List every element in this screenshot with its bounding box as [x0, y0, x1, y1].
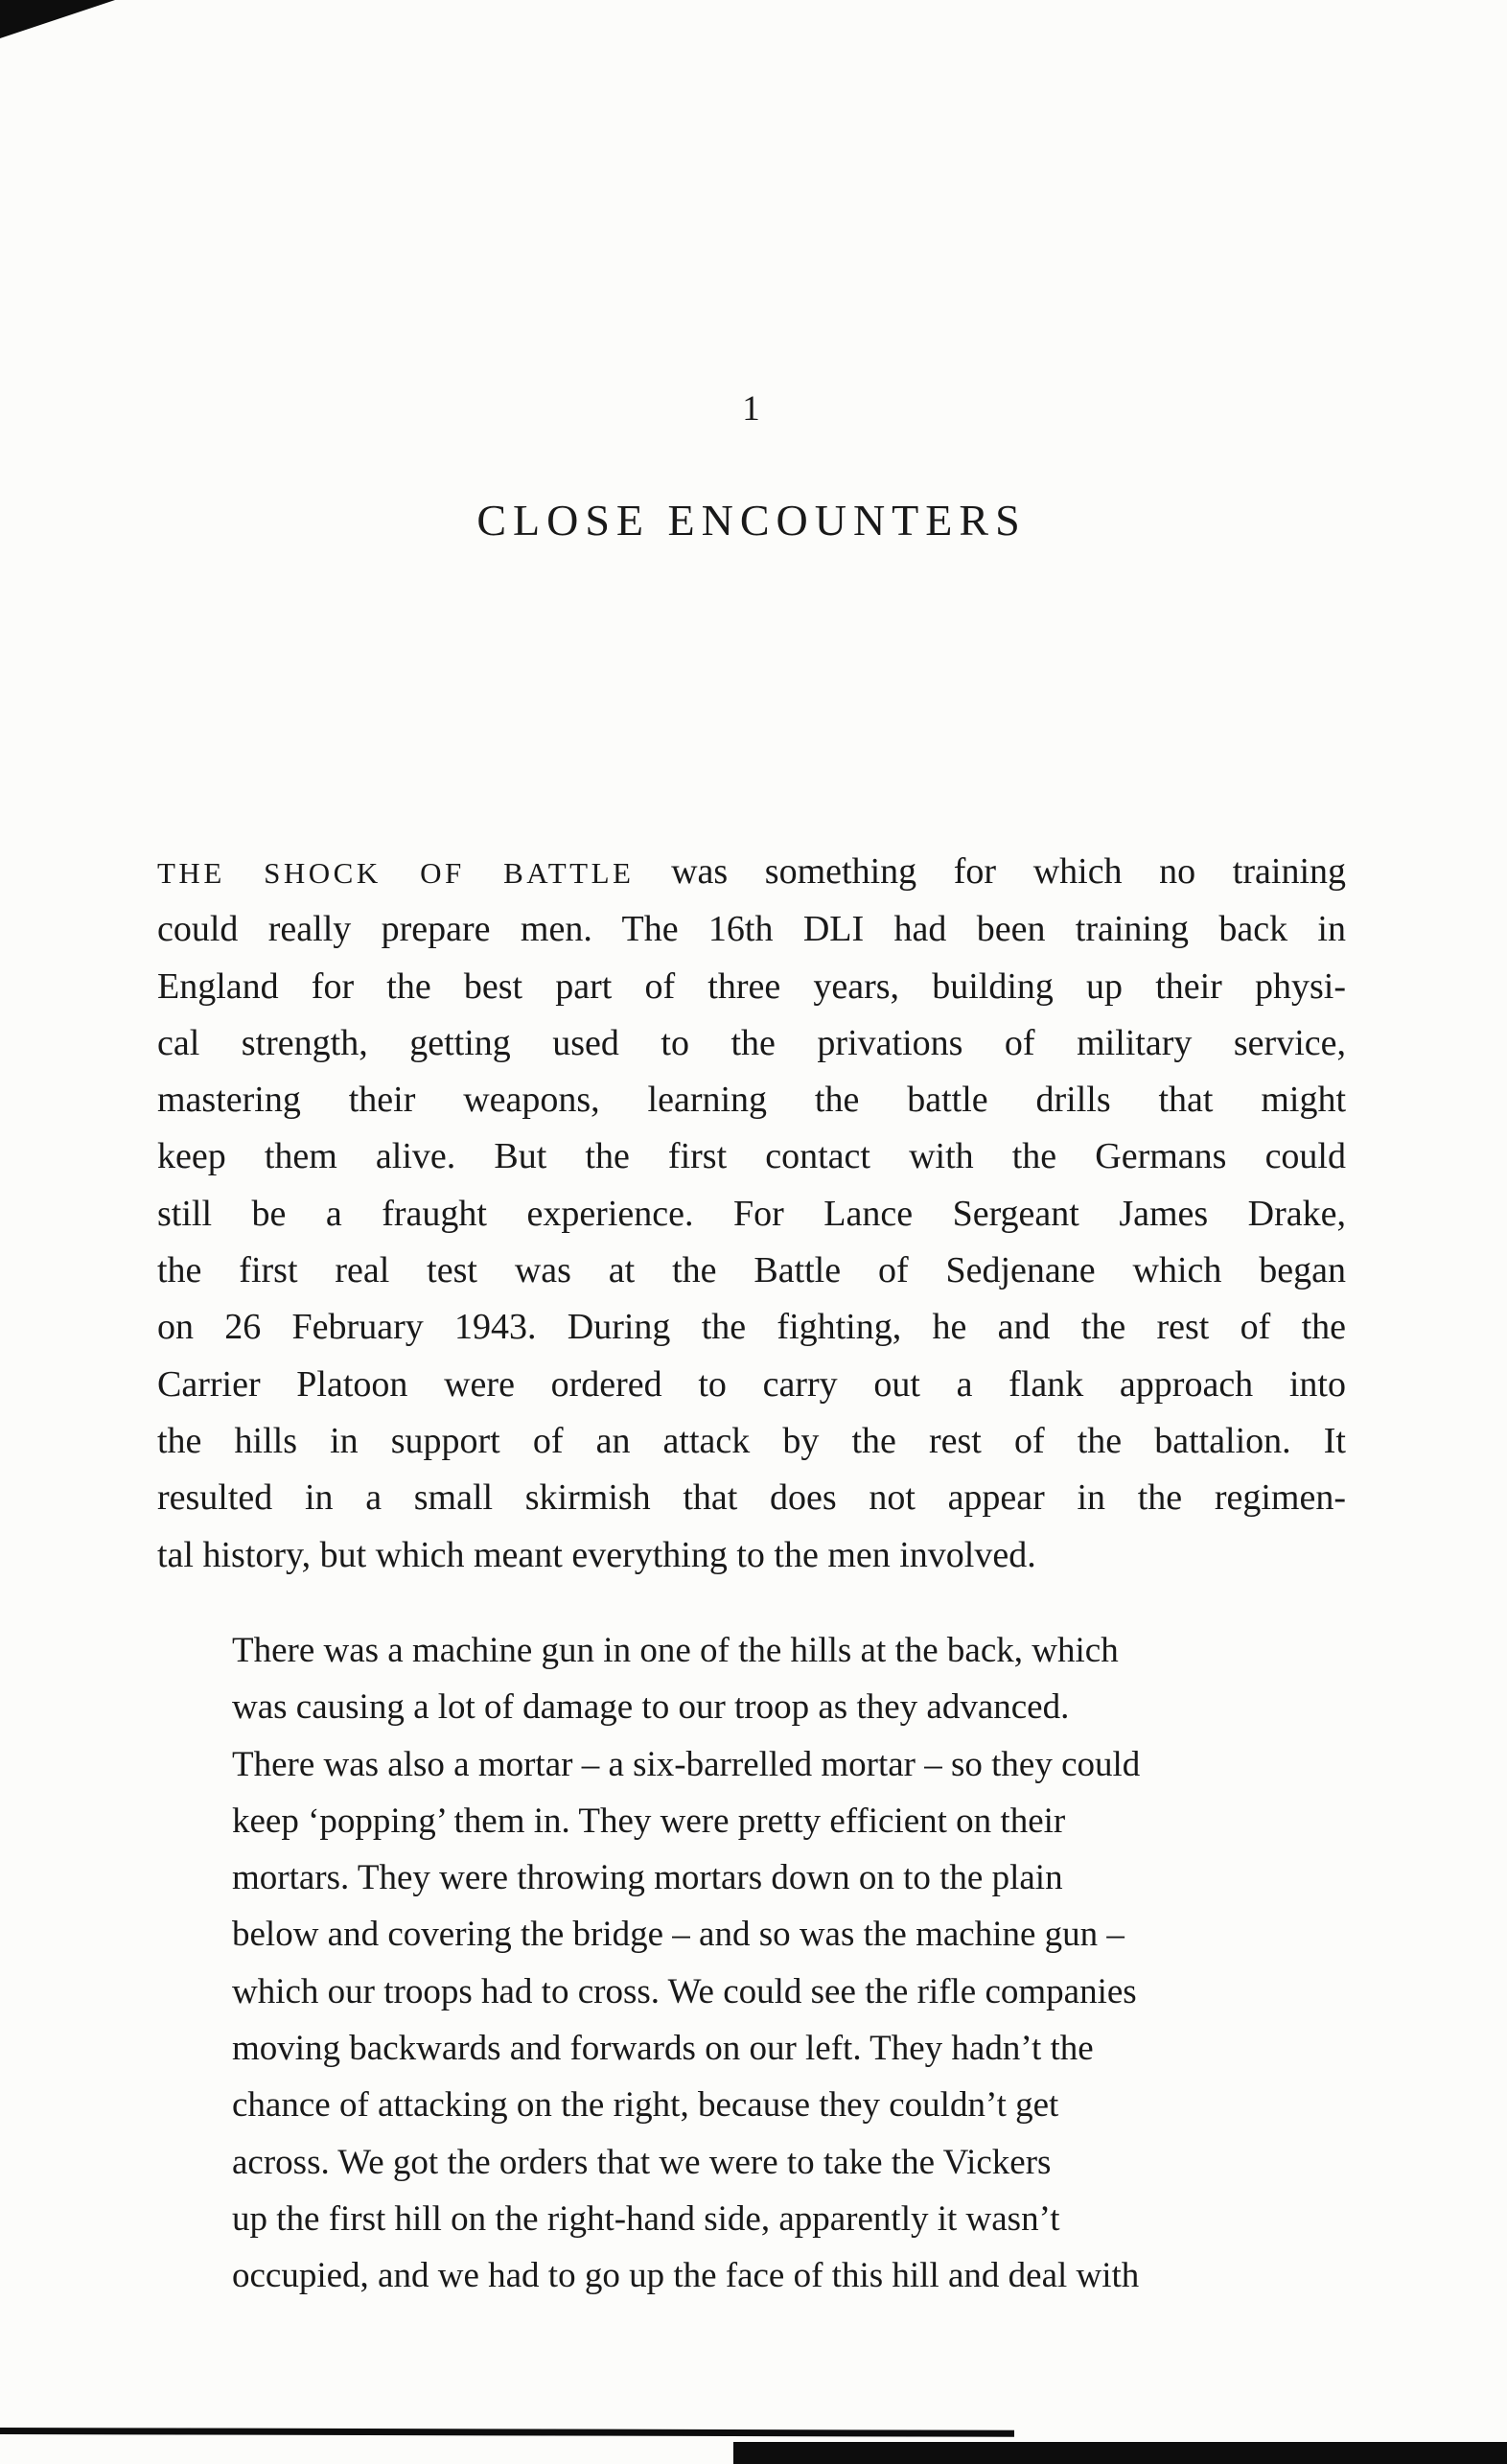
text-line: the first real test was at the Battle of Sedjenane which began [157, 1250, 1346, 1291]
text-line: keep ‘popping’ them in. They were pretty efficient on their [232, 1801, 1066, 1841]
block-quote [232, 1622, 1349, 2305]
text-line: was causing a lot of damage to our troop as they advanced. [232, 1687, 1070, 1728]
first-line-rest: was something for which no training [634, 851, 1347, 892]
text-line: could really prepare men. The 16th DLI had been training back in [157, 909, 1346, 950]
text-line: up the first hill on the right-hand side, apparently it wasn’t [232, 2198, 1060, 2239]
quote-lines [232, 1622, 1349, 2305]
chapter-number: 1 [742, 389, 761, 429]
text-line: on 26 February 1943. During the fighting, he and the rest of the [157, 1307, 1346, 1348]
text-line: keep them alive. But the first contact with the Germans could [157, 1136, 1346, 1177]
text-line: mastering their weapons, learning the battle drills that might [157, 1080, 1346, 1121]
text-line: tal history, but which meant everything to the men involved. [157, 1534, 1036, 1575]
text-line: resulted in a small skirmish that does not appear in the regimen- [157, 1477, 1346, 1519]
text-line: still be a fraught experience. For Lance Sergeant James Drake, [157, 1193, 1346, 1234]
paragraph-lines [157, 901, 1346, 1584]
text-line: There was also a mortar – a six-barrelled mortar – so they could [232, 1744, 1141, 1784]
opening-paragraph [157, 844, 1346, 1584]
scan-artifact-bottom-line [0, 2428, 1014, 2437]
chapter-title: CLOSE ENCOUNTERS [476, 496, 1027, 545]
text-line: moving backwards and forwards on our left. They hadn’t the [232, 2029, 1094, 2069]
text-line: England for the best part of three years, building up their physi- [157, 965, 1346, 1007]
text-line: the hills in support of an attack by the rest of the battalion. It [157, 1420, 1346, 1461]
text-line: across. We got the orders that we were to take the Vickers [232, 2142, 1052, 2182]
text-line: chance of attacking on the right, because they couldn’t get [232, 2085, 1059, 2126]
text-line: Carrier Platoon were ordered to carry out a flank approach into [157, 1363, 1346, 1405]
text-line: occupied, and we had to go up the face of this hill and deal with [232, 2256, 1140, 2296]
text-line: below and covering the bridge – and so was the machine gun – [232, 1915, 1124, 1955]
scan-artifact-bottom-bar [733, 2442, 1507, 2464]
text-line [157, 844, 1346, 901]
text-line: which our troops had to cross. We could see the rifle companies [232, 1971, 1137, 2011]
text-line: cal strength, getting used to the privations of military service, [157, 1022, 1346, 1063]
smallcaps-opener: THE SHOCK OF BATTLE [157, 856, 635, 890]
text-line: mortars. They were throwing mortars down on to the plain [232, 1858, 1063, 1898]
scan-artifact-top-left [0, 0, 115, 38]
text-line: There was a machine gun in one of the hills at the back, which [232, 1631, 1119, 1670]
